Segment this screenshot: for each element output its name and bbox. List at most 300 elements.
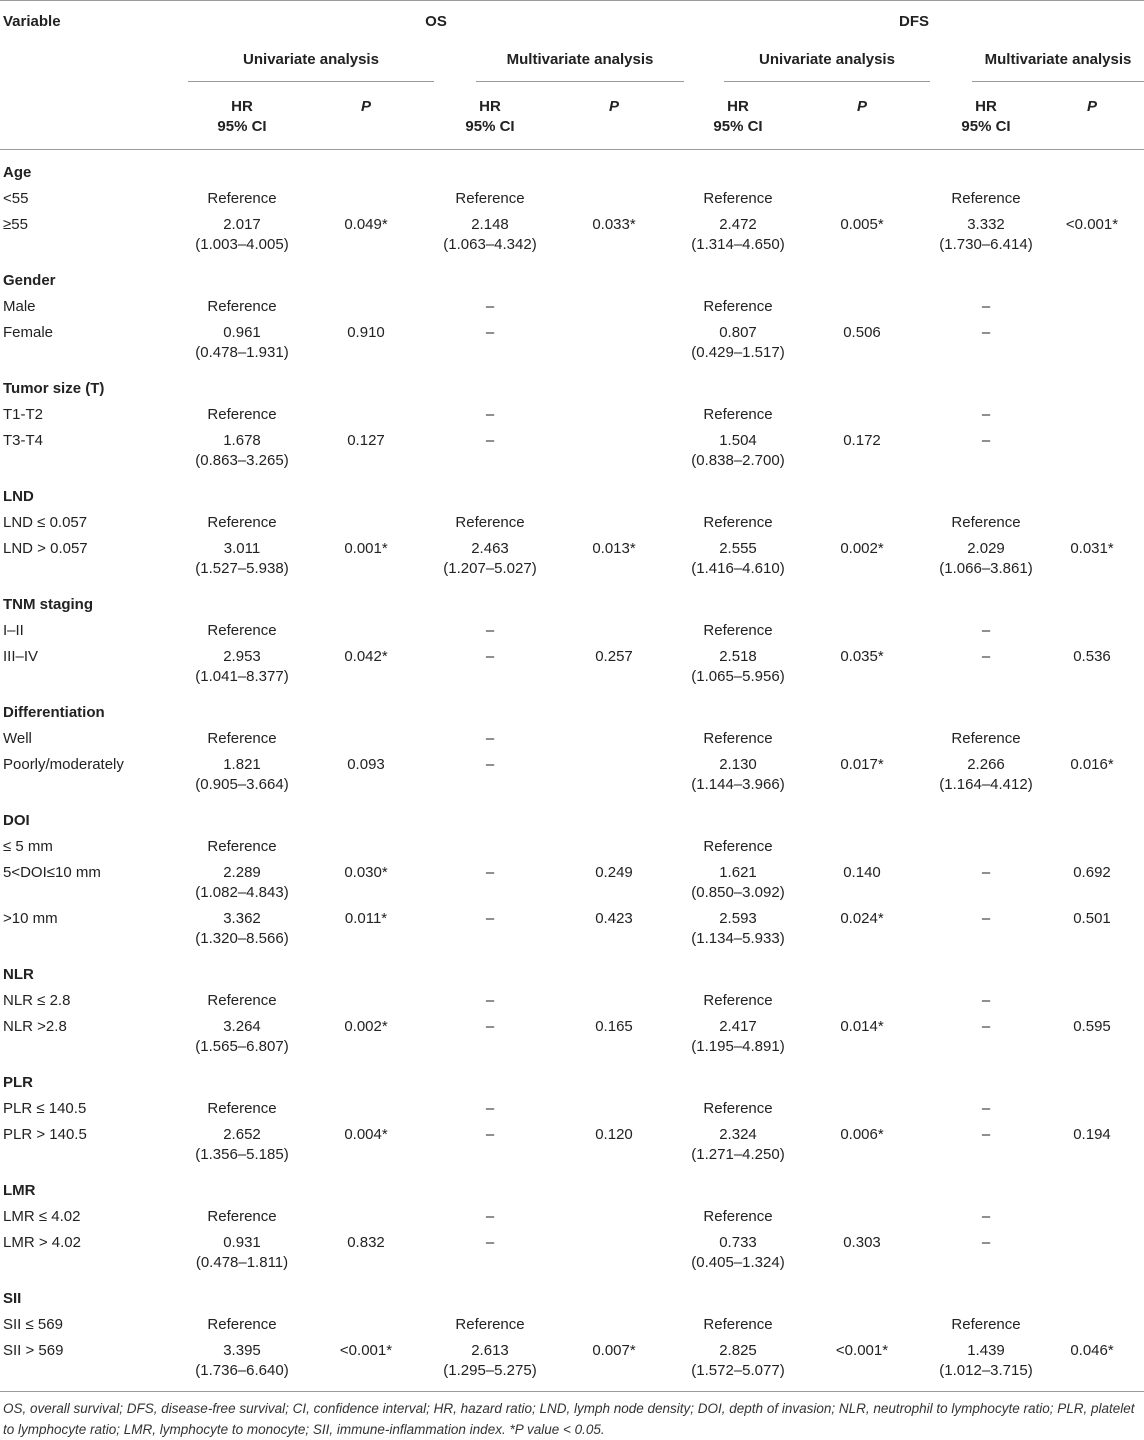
- row-label: Poorly/moderately: [3, 756, 124, 773]
- hr-value: Reference: [703, 298, 773, 315]
- hr-value: 2.029: [967, 540, 1005, 557]
- p-value-cell: [296, 618, 436, 644]
- ci-value: (1.356–5.185): [195, 1146, 289, 1163]
- table-row: [0, 644, 1144, 690]
- hr-value: 1.678: [223, 432, 261, 449]
- hr-value: 0.961: [223, 324, 261, 341]
- dfs-univariate-label: Univariate analysis: [724, 51, 930, 82]
- hr-ci-cell: [436, 1122, 544, 1168]
- p-value-cell: 0.049*: [344, 216, 388, 233]
- ci-value: (1.295–5.275): [443, 1362, 537, 1379]
- hr-value: 2.130: [719, 756, 757, 773]
- hr-ci-cell: [684, 860, 792, 906]
- p-value-cell: [544, 1312, 684, 1338]
- row-label: ≥55: [3, 216, 28, 233]
- hr-label: HR: [479, 98, 501, 115]
- p-value-cell: [544, 428, 684, 474]
- hr-value: 0.807: [719, 324, 757, 341]
- p-value-cell: [1040, 618, 1144, 644]
- p-value-cell: 0.004*: [344, 1126, 388, 1143]
- hr-value: 2.953: [223, 648, 261, 665]
- p-value-cell: [544, 294, 684, 320]
- p-value-cell: [792, 618, 932, 644]
- hr-ci-cell: [932, 834, 1040, 860]
- p-value-cell: 0.011*: [344, 910, 388, 927]
- hr-ci-cell: [436, 752, 544, 798]
- p-value-cell: [1040, 1312, 1144, 1338]
- table-row: [0, 1096, 1144, 1122]
- p-value-cell: [792, 402, 932, 428]
- hr-value: –: [981, 406, 991, 423]
- p-value-cell: [1040, 1230, 1144, 1276]
- section-row: [0, 366, 1144, 402]
- ci-value: (1.195–4.891): [691, 1038, 785, 1055]
- p-value-cell: [792, 1204, 932, 1230]
- p-value-cell: [544, 618, 684, 644]
- hr-ci-cell: [436, 988, 544, 1014]
- hr-ci-cell: [932, 1204, 1040, 1230]
- p-value-cell: 0.017*: [840, 756, 884, 773]
- hr-ci-cell: [684, 1312, 792, 1338]
- ci-value: (1.416–4.610): [691, 560, 785, 577]
- os-univariate-header: [188, 43, 436, 87]
- row-label: ≤ 5 mm: [3, 838, 53, 855]
- p-value-cell: 0.001*: [344, 540, 388, 557]
- p-value-cell: [792, 294, 932, 320]
- p-value-cell: [296, 510, 436, 536]
- hr-value: 2.613: [471, 1342, 509, 1359]
- ci-value: (1.207–5.027): [443, 560, 537, 577]
- p-value-cell: 0.501: [1073, 910, 1111, 927]
- hr-ci-cell: [188, 1338, 296, 1391]
- ci-value: (1.736–6.640): [195, 1362, 289, 1379]
- hr-value: –: [981, 992, 991, 1009]
- hr-ci-cell: [932, 644, 1040, 690]
- hr-value: –: [485, 910, 495, 927]
- hr-value: Reference: [455, 1316, 525, 1333]
- hr-value: 2.266: [967, 756, 1005, 773]
- p-value-cell: 0.046*: [1070, 1342, 1114, 1359]
- hr-ci-header: [436, 87, 544, 150]
- ci-value: (0.429–1.517): [691, 344, 785, 361]
- ci-value: (1.572–5.077): [691, 1362, 785, 1379]
- hr-ci-cell: [188, 618, 296, 644]
- hr-value: Reference: [207, 1208, 277, 1225]
- hr-value: –: [485, 622, 495, 639]
- hr-value: Reference: [703, 730, 773, 747]
- hr-value: Reference: [951, 514, 1021, 531]
- hr-ci-cell: [932, 428, 1040, 474]
- hr-ci-cell: [188, 320, 296, 366]
- table-row: [0, 752, 1144, 798]
- hr-ci-cell: [684, 294, 792, 320]
- hr-ci-cell: [684, 1096, 792, 1122]
- p-value-cell: [544, 834, 684, 860]
- hr-value: Reference: [951, 730, 1021, 747]
- hr-value: Reference: [951, 1316, 1021, 1333]
- hr-label: HR: [975, 98, 997, 115]
- hr-value: –: [485, 730, 495, 747]
- p-value-cell: [296, 294, 436, 320]
- p-value-header: P: [608, 98, 619, 115]
- ci-value: (0.905–3.664): [195, 776, 289, 793]
- p-value-cell: 0.165: [595, 1018, 633, 1035]
- hr-value: 3.011: [223, 540, 261, 557]
- hr-ci-cell: [436, 428, 544, 474]
- p-value-cell: [296, 1096, 436, 1122]
- hr-value: 2.463: [471, 540, 509, 557]
- table-row: [0, 1230, 1144, 1276]
- section-row: [0, 582, 1144, 618]
- p-value-cell: [544, 510, 684, 536]
- p-value-cell: [1040, 320, 1144, 366]
- hr-value: Reference: [703, 1208, 773, 1225]
- hr-value: –: [981, 1208, 991, 1225]
- hr-value: –: [981, 648, 991, 665]
- hr-ci-cell: [684, 1338, 792, 1391]
- table-row: [0, 1122, 1144, 1168]
- hr-ci-cell: [188, 860, 296, 906]
- table-row: [0, 1338, 1144, 1391]
- hr-value: 1.621: [719, 864, 757, 881]
- hr-ci-cell: [436, 1096, 544, 1122]
- p-value-cell: 0.303: [843, 1234, 881, 1251]
- hr-ci-cell: [436, 186, 544, 212]
- p-value-cell: 0.033*: [592, 216, 636, 233]
- row-label: T3-T4: [3, 432, 44, 449]
- row-label: NLR ≤ 2.8: [3, 992, 71, 1009]
- hr-value: –: [485, 992, 495, 1009]
- p-value-cell: [792, 186, 932, 212]
- table-row: [0, 1312, 1144, 1338]
- variable-subheader: [0, 87, 188, 150]
- hr-ci-cell: [684, 186, 792, 212]
- hr-ci-header: [188, 87, 296, 150]
- hr-ci-cell: [436, 320, 544, 366]
- row-label: <55: [3, 190, 29, 207]
- dfs-univariate-header: [684, 43, 932, 87]
- table-body: [0, 150, 1144, 1392]
- ci-value: (0.478–1.811): [195, 1254, 289, 1271]
- p-value-cell: 0.692: [1073, 864, 1111, 881]
- section-title: PLR: [3, 1074, 33, 1091]
- hr-ci-cell: [188, 906, 296, 952]
- ci-value: (1.065–5.956): [691, 668, 785, 685]
- p-value-header: P: [360, 98, 371, 115]
- hr-value: Reference: [703, 838, 773, 855]
- p-value-cell: 0.030*: [344, 864, 388, 881]
- hr-ci-cell: [436, 1338, 544, 1391]
- hr-ci-cell: [932, 1122, 1040, 1168]
- section-row: [0, 798, 1144, 834]
- hr-value: Reference: [207, 838, 277, 855]
- hr-value: Reference: [951, 190, 1021, 207]
- table-row: [0, 618, 1144, 644]
- p-value-cell: [1040, 428, 1144, 474]
- table-row: [0, 428, 1144, 474]
- hr-ci-cell: [436, 906, 544, 952]
- hr-ci-cell: [188, 1122, 296, 1168]
- os-univariate-label: Univariate analysis: [188, 51, 434, 82]
- hr-ci-cell: [932, 320, 1040, 366]
- p-value-cell: [544, 1096, 684, 1122]
- hr-ci-cell: [188, 428, 296, 474]
- column-subheader-row: [0, 87, 1144, 150]
- hr-ci-cell: [932, 860, 1040, 906]
- hr-ci-cell: [188, 212, 296, 258]
- ci-value: (1.144–3.966): [691, 776, 785, 793]
- p-value-cell: 0.595: [1073, 1018, 1111, 1035]
- hr-ci-cell: [188, 644, 296, 690]
- hr-ci-cell: [684, 320, 792, 366]
- hr-ci-cell: [188, 752, 296, 798]
- ci-value: (1.320–8.566): [195, 930, 289, 947]
- p-value-cell: 0.024*: [840, 910, 884, 927]
- row-label: >10 mm: [3, 910, 58, 927]
- section-row: [0, 952, 1144, 988]
- row-label: SII > 569: [3, 1342, 64, 1359]
- hr-value: –: [485, 1126, 495, 1143]
- p-value-cell: [296, 834, 436, 860]
- hr-ci-cell: [932, 1014, 1040, 1060]
- hr-ci-cell: [932, 618, 1040, 644]
- hr-value: Reference: [703, 190, 773, 207]
- hr-ci-cell: [188, 1312, 296, 1338]
- section-title: LMR: [3, 1182, 36, 1199]
- hr-value: Reference: [703, 406, 773, 423]
- hr-value: –: [981, 1100, 991, 1117]
- p-value-cell: [1040, 1096, 1144, 1122]
- hr-ci-cell: [188, 294, 296, 320]
- ci-value: (1.041–8.377): [195, 668, 289, 685]
- ci-label: 95% CI: [465, 118, 515, 135]
- table-row: [0, 834, 1144, 860]
- hr-value: 2.017: [223, 216, 261, 233]
- p-value-cell: [296, 1204, 436, 1230]
- hr-value: 3.332: [967, 216, 1005, 233]
- p-value-cell: 0.506: [843, 324, 881, 341]
- table-footnote: OS, overall survival; DFS, disease-free survival; CI, confidence interval; HR, hazard ratio; LND, lymph node density; DOI, depth of invasion; NLR, neutrophil to lymphocyte ratio; PLR, platelet to lymphocyte ratio; LMR, lymphocyte to monocyte; SII, immune-inflammation index. *P value < 0.05.: [0, 1391, 1144, 1440]
- p-value-cell: [1040, 294, 1144, 320]
- p-value-header: P: [856, 98, 867, 115]
- hr-value: –: [485, 864, 495, 881]
- row-label: Well: [3, 730, 32, 747]
- hr-ci-cell: [932, 1312, 1040, 1338]
- ci-label: 95% CI: [217, 118, 267, 135]
- p-value-cell: 0.257: [595, 648, 633, 665]
- hr-value: 0.733: [719, 1234, 757, 1251]
- hr-value: –: [981, 324, 991, 341]
- section-title: DOI: [3, 812, 30, 829]
- table-row: [0, 294, 1144, 320]
- hr-ci-cell: [684, 212, 792, 258]
- hr-ci-cell: [436, 726, 544, 752]
- p-value-cell: 0.016*: [1070, 756, 1114, 773]
- ci-label: 95% CI: [961, 118, 1011, 135]
- p-value-cell: [1040, 988, 1144, 1014]
- hr-ci-cell: [188, 186, 296, 212]
- hr-ci-cell: [932, 1230, 1040, 1276]
- table-row: [0, 906, 1144, 952]
- hr-value: –: [485, 432, 495, 449]
- p-value-cell: [544, 1204, 684, 1230]
- p-value-cell: [544, 988, 684, 1014]
- p-value-cell: [544, 752, 684, 798]
- section-title: TNM staging: [3, 596, 93, 613]
- hr-value: –: [485, 648, 495, 665]
- hr-ci-cell: [932, 1338, 1040, 1391]
- p-value-cell: [296, 988, 436, 1014]
- hr-ci-cell: [684, 834, 792, 860]
- hr-value: –: [485, 1208, 495, 1225]
- p-value-cell: <0.001*: [835, 1342, 889, 1359]
- hr-ci-cell: [932, 988, 1040, 1014]
- hr-value: 2.472: [719, 216, 757, 233]
- hr-value: Reference: [207, 298, 277, 315]
- row-label: LND > 0.057: [3, 540, 88, 557]
- p-value-cell: 0.120: [595, 1126, 633, 1143]
- p-value-cell: 0.172: [843, 432, 881, 449]
- p-value-cell: [296, 726, 436, 752]
- section-row: [0, 690, 1144, 726]
- row-label: LMR ≤ 4.02: [3, 1208, 81, 1225]
- hr-ci-cell: [436, 536, 544, 582]
- hr-value: Reference: [207, 406, 277, 423]
- hr-value: Reference: [703, 1316, 773, 1333]
- p-value-cell: 0.249: [595, 864, 633, 881]
- hr-ci-cell: [188, 402, 296, 428]
- p-value-cell: [792, 1096, 932, 1122]
- row-label: LND ≤ 0.057: [3, 514, 88, 531]
- p-value-cell: 0.423: [595, 910, 633, 927]
- hr-value: 2.417: [719, 1018, 757, 1035]
- hr-value: 1.439: [967, 1342, 1005, 1359]
- hr-ci-cell: [684, 402, 792, 428]
- section-row: [0, 150, 1144, 187]
- row-label: III–IV: [3, 648, 39, 665]
- hr-ci-cell: [436, 294, 544, 320]
- ci-value: (0.478–1.931): [195, 344, 289, 361]
- p-value-header: P: [1086, 98, 1097, 115]
- hr-ci-cell: [932, 186, 1040, 212]
- p-value-cell: 0.006*: [840, 1126, 884, 1143]
- row-label: 5<DOI≤10 mm: [3, 864, 101, 881]
- hr-value: Reference: [703, 1100, 773, 1117]
- hr-value: 3.362: [223, 910, 261, 927]
- ci-value: (1.082–4.843): [195, 884, 289, 901]
- p-value-cell: 0.042*: [344, 648, 388, 665]
- hr-ci-cell: [684, 1014, 792, 1060]
- ci-value: (1.066–3.861): [939, 560, 1033, 577]
- p-value-cell: [296, 186, 436, 212]
- hr-value: –: [485, 298, 495, 315]
- section-title: Differentiation: [3, 704, 105, 721]
- row-label: Male: [3, 298, 36, 315]
- section-row: [0, 1060, 1144, 1096]
- hr-value: 2.148: [471, 216, 509, 233]
- hr-ci-cell: [188, 834, 296, 860]
- hr-value: –: [485, 1234, 495, 1251]
- row-label: T1-T2: [3, 406, 44, 423]
- hr-value: Reference: [703, 992, 773, 1009]
- p-value-cell: 0.035*: [840, 648, 884, 665]
- hr-value: Reference: [455, 190, 525, 207]
- row-label: PLR > 140.5: [3, 1126, 87, 1143]
- hr-ci-cell: [188, 988, 296, 1014]
- section-row: [0, 474, 1144, 510]
- hr-value: Reference: [207, 622, 277, 639]
- ci-label: 95% CI: [713, 118, 763, 135]
- hr-ci-cell: [436, 1204, 544, 1230]
- hr-ci-cell: [684, 536, 792, 582]
- hr-value: Reference: [207, 730, 277, 747]
- ci-value: (0.850–3.092): [691, 884, 785, 901]
- table-row: [0, 1014, 1144, 1060]
- p-value-cell: [544, 186, 684, 212]
- hr-value: –: [485, 756, 495, 773]
- hr-ci-cell: [684, 644, 792, 690]
- hr-ci-cell: [932, 402, 1040, 428]
- p-value-cell: [296, 1312, 436, 1338]
- table-row: [0, 402, 1144, 428]
- p-value-cell: 0.005*: [840, 216, 884, 233]
- row-label: NLR >2.8: [3, 1018, 67, 1035]
- table-row: [0, 860, 1144, 906]
- hr-value: Reference: [455, 514, 525, 531]
- dfs-multivariate-label: Multivariate analysis: [972, 51, 1144, 82]
- p-value-cell: [1040, 726, 1144, 752]
- os-multivariate-label: Multivariate analysis: [476, 51, 684, 82]
- hr-ci-cell: [436, 644, 544, 690]
- ci-value: (1.134–5.933): [691, 930, 785, 947]
- hr-label: HR: [231, 98, 253, 115]
- row-label: Female: [3, 324, 54, 341]
- hr-ci-cell: [436, 618, 544, 644]
- table-row: [0, 988, 1144, 1014]
- section-title: NLR: [3, 966, 34, 983]
- row-label: I–II: [3, 622, 24, 639]
- table-row: [0, 536, 1144, 582]
- hr-ci-cell: [932, 906, 1040, 952]
- hr-ci-cell: [188, 536, 296, 582]
- hr-value: Reference: [207, 190, 277, 207]
- p-value-cell: [1040, 1204, 1144, 1230]
- hr-value: 1.821: [223, 756, 261, 773]
- hr-ci-cell: [684, 510, 792, 536]
- p-value-cell: 0.014*: [840, 1018, 884, 1035]
- hr-value: 3.264: [223, 1018, 261, 1035]
- hr-value: 1.504: [719, 432, 757, 449]
- p-value-cell: [544, 1230, 684, 1276]
- hr-ci-cell: [684, 726, 792, 752]
- ci-value: (1.314–4.650): [691, 236, 785, 253]
- hr-ci-cell: [684, 1122, 792, 1168]
- p-value-cell: [792, 1312, 932, 1338]
- hr-value: –: [981, 910, 991, 927]
- p-value-cell: 0.002*: [840, 540, 884, 557]
- hr-value: 3.395: [223, 1342, 261, 1359]
- table-row: [0, 320, 1144, 366]
- section-title: Age: [3, 164, 32, 181]
- p-value-cell: 0.031*: [1070, 540, 1114, 557]
- hr-ci-cell: [932, 752, 1040, 798]
- p-value-cell: <0.001*: [339, 1342, 393, 1359]
- hr-value: 0.931: [223, 1234, 261, 1251]
- p-value-cell: 0.536: [1073, 648, 1111, 665]
- ci-value: (1.730–6.414): [939, 236, 1033, 253]
- ci-value: (1.527–5.938): [195, 560, 289, 577]
- hr-value: Reference: [207, 1100, 277, 1117]
